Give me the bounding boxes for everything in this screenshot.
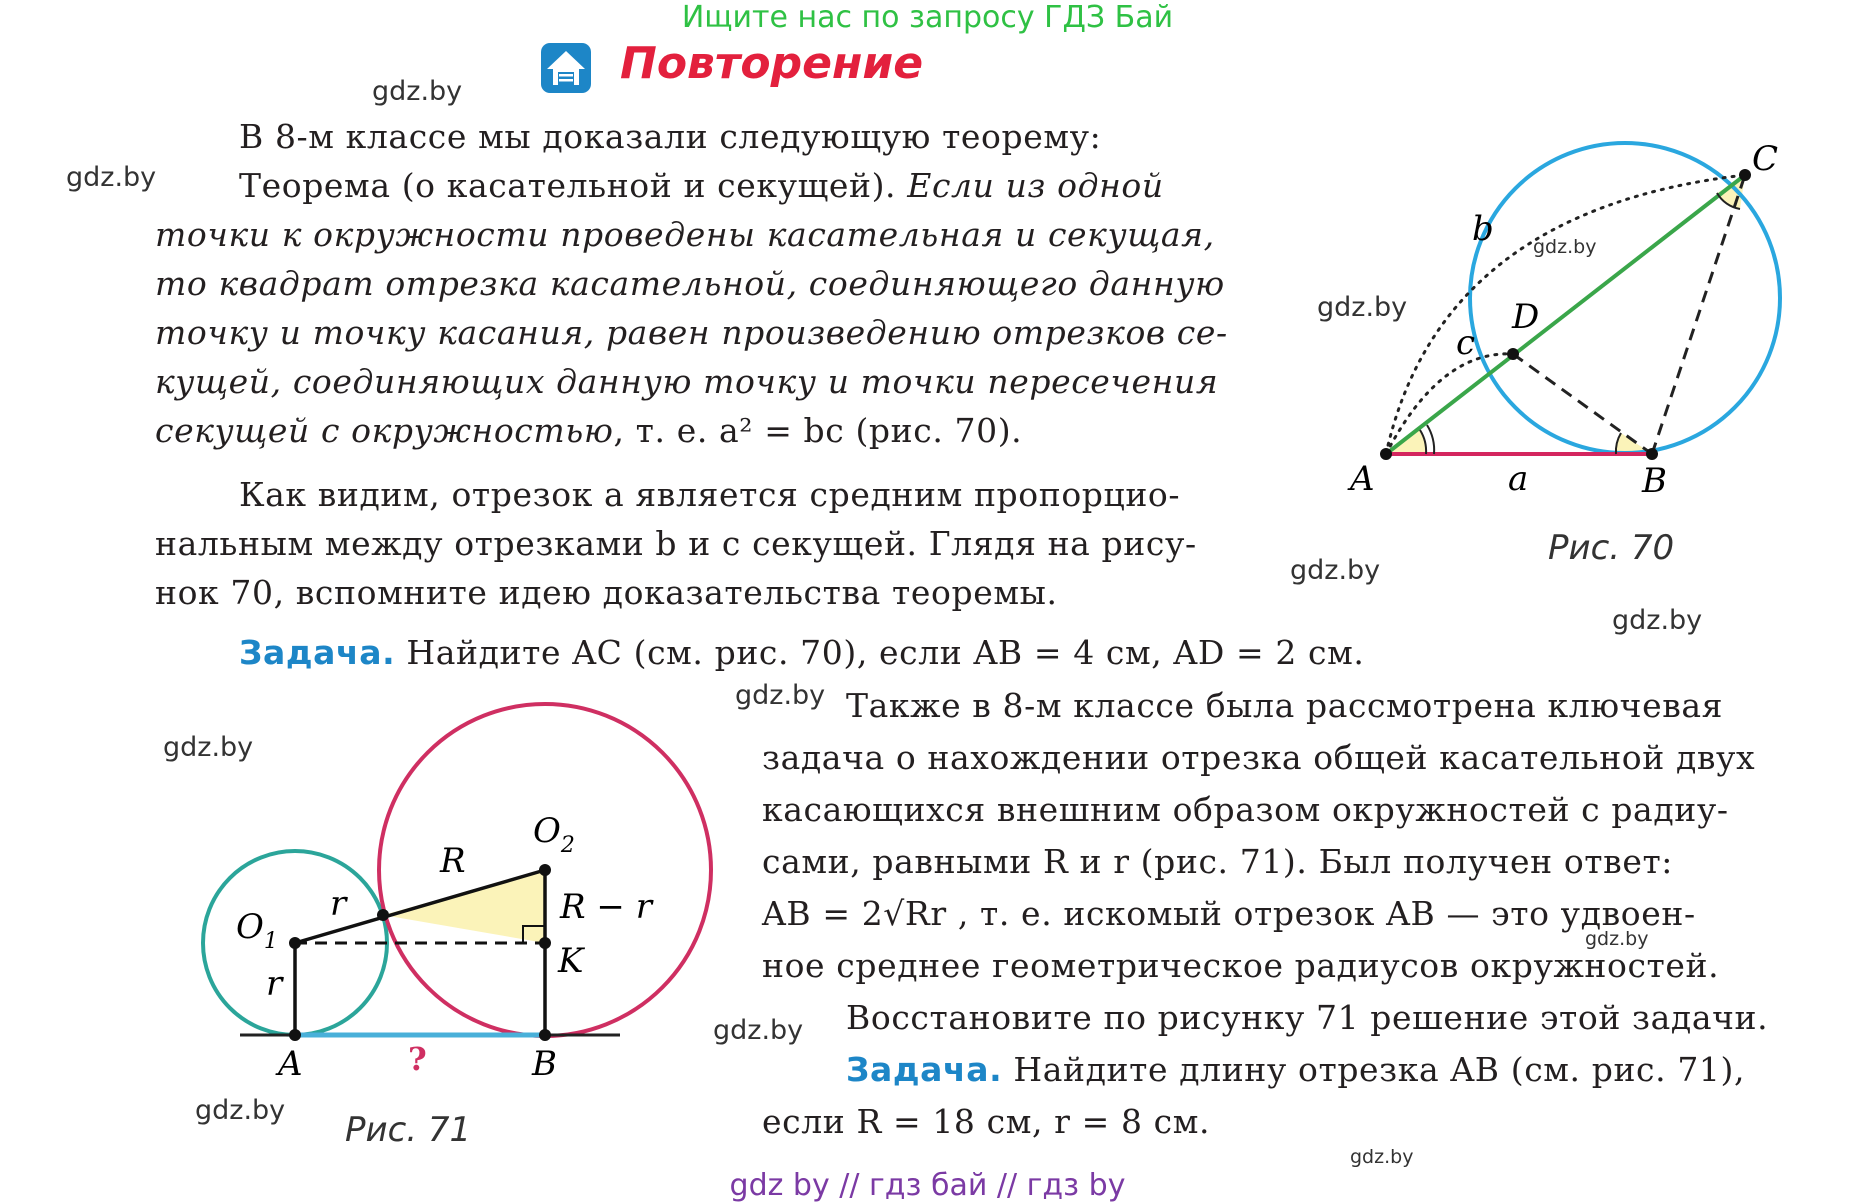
text-line: касающихся внешним образом окружностей с радиу- xyxy=(762,790,1729,829)
point-k xyxy=(539,937,551,949)
section-heading: Повторение xyxy=(620,38,924,89)
task-label: Задача. xyxy=(846,1050,1003,1089)
text-line: задача о нахождении отрезка общей касательной двух xyxy=(762,738,1756,777)
label-r-small-side: r xyxy=(266,964,283,1004)
label-a-segment: a xyxy=(1508,459,1529,499)
theorem-line: точку и точку касания, равен произведению отрезков се- xyxy=(155,313,1228,352)
watermark: gdz.by xyxy=(163,732,254,763)
label-r-minus-r: R − r xyxy=(560,887,652,927)
label-a: A xyxy=(1350,459,1375,499)
label-b-segment: b xyxy=(1472,209,1494,249)
theorem-line: точки к окружности проведены касательная и секущая, xyxy=(155,215,1215,254)
point-d xyxy=(1507,348,1519,360)
watermark: gdz.by xyxy=(372,76,463,107)
watermark: gdz.by xyxy=(1533,236,1597,258)
point-o1 xyxy=(289,937,301,949)
watermark: gdz.by xyxy=(1585,928,1649,950)
figure-71-caption: Рис. 71 xyxy=(345,1110,472,1150)
point-b xyxy=(539,1029,551,1041)
label-d: D xyxy=(1512,297,1540,337)
watermark: gdz.by xyxy=(713,1015,804,1046)
text-line: Как видим, отрезок a является средним пропорцио- xyxy=(239,475,1181,514)
top-banner: Ищите нас по запросу ГДЗ Бай xyxy=(681,0,1174,35)
point-a xyxy=(289,1029,301,1041)
watermark: gdz.by xyxy=(735,680,826,711)
task-text: Найдите AC (см. рис. 70), если AB = 4 см, AD = 2 см. xyxy=(395,633,1365,672)
text-line: нок 70, вспомните идею доказательства теоремы. xyxy=(155,573,1058,612)
figure-71 xyxy=(190,690,730,1085)
text-line: сами, равными R и r (рис. 71). Был получен ответ: xyxy=(762,842,1674,881)
segment-db xyxy=(1513,354,1652,454)
watermark: gdz.by xyxy=(1290,555,1381,586)
theorem-text: Если из одной xyxy=(907,166,1164,205)
label-o2: $O_2$ xyxy=(533,811,575,858)
theorem-line: кущей, соединяющих данную точку и точки пересечения xyxy=(155,362,1219,401)
label-c: C xyxy=(1752,139,1779,179)
figure-70-caption: Рис. 70 xyxy=(1548,528,1675,568)
theorem-text: секущей с окружностью xyxy=(155,411,614,450)
text-line: Восстановите по рисунку 71 решение этой задачи. xyxy=(846,998,1769,1037)
home-icon xyxy=(540,42,592,94)
label-a: A xyxy=(278,1044,303,1084)
label-b: B xyxy=(1642,461,1667,500)
explanation-paragraph xyxy=(155,470,1197,617)
label-o1: $O_1$ xyxy=(236,907,278,954)
label-r-large: R xyxy=(440,841,466,881)
tangency-point xyxy=(377,909,389,921)
label-r-small-top: r xyxy=(330,884,347,924)
task-text: если R = 18 см, r = 8 см. xyxy=(762,1102,1211,1141)
task-2 xyxy=(762,1044,1745,1148)
point-b xyxy=(1646,448,1658,460)
text-line: ное среднее геометрическое радиусов окружностей. xyxy=(762,946,1720,985)
label-b: B xyxy=(532,1044,557,1084)
watermark: gdz.by xyxy=(1612,605,1703,636)
question-mark: ? xyxy=(408,1040,427,1078)
point-o2 xyxy=(539,864,551,876)
task-1 xyxy=(239,628,1364,677)
theorem-line: то квадрат отрезка касательной, соединяющего данную xyxy=(155,264,1225,303)
intro-line: В 8-м классе мы доказали следующую теорему: xyxy=(239,117,1102,156)
theorem-last-line xyxy=(155,406,1228,455)
watermark: gdz.by xyxy=(66,162,157,193)
label-c-segment: c xyxy=(1456,323,1476,363)
theorem-formula: , т. е. a² = bc (рис. 70). xyxy=(613,411,1023,450)
theorem-first-line xyxy=(155,161,1228,210)
watermark: gdz.by xyxy=(1317,292,1408,323)
point-a xyxy=(1380,448,1392,460)
watermark: gdz.by xyxy=(195,1095,286,1126)
point-c xyxy=(1739,169,1751,181)
label-k: K xyxy=(558,941,584,981)
angle-a-arc xyxy=(1427,425,1434,454)
watermark: gdz.by xyxy=(1350,1146,1414,1168)
task-label: Задача. xyxy=(239,633,396,672)
task-text: Найдите длину отрезка AB (см. рис. 71), xyxy=(1002,1050,1746,1089)
text-line: нальным между отрезками b и c секущей. Глядя на рису- xyxy=(155,524,1197,563)
theorem-block xyxy=(155,112,1228,455)
secant-ac xyxy=(1386,175,1745,454)
footer-links: gdz by // гдз бай // гдз by xyxy=(729,1168,1126,1203)
text-line: Также в 8-м классе была рассмотрена ключевая xyxy=(846,686,1724,725)
text-line: AB = 2√Rr , т. е. искомый отрезок AB — это удвоен- xyxy=(762,894,1696,933)
theorem-label: Теорема (о касательной и секущей). xyxy=(239,166,897,205)
key-problem-paragraph xyxy=(762,680,1768,1044)
